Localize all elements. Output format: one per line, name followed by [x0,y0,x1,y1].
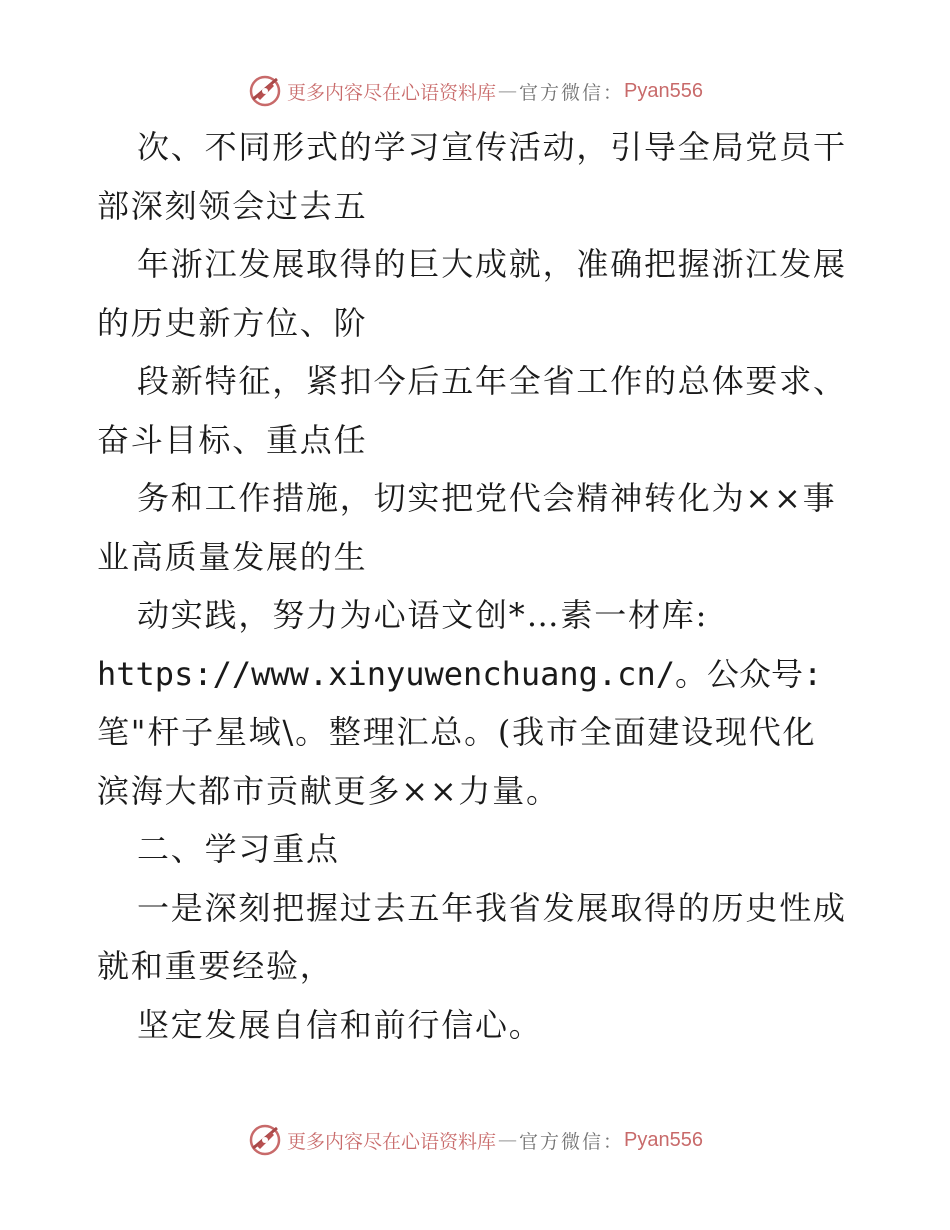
text-line: 段新特征，紧扣今后五年全省工作的总体要求、 [137,362,847,400]
footer-separator: — [498,1129,518,1151]
text-line: 部深刻领会过去五 [97,186,368,225]
text-line: 务和工作措施，切实把党代会精神转化为××事 [137,479,837,517]
footer-wechat-id: Pyan556 [624,1128,703,1151]
header-site-text: 更多内容尽在心语资料库 [287,81,497,104]
text-line: 坚定发展自信和前行信心。 [137,1005,543,1044]
text-line: 次、不同形式的学习宣传活动，引导全局党员干 [137,128,847,166]
text-line: 年浙江发展取得的巨大成就，准确把握浙江发展 [137,245,847,283]
header-watermark [0,71,950,111]
text-line: 一是深刻把握过去五年我省发展取得的历史性成 [137,888,847,927]
text-line: 笔"杆子星域\。整理汇总。(我市全面建设现代化 [97,713,817,751]
text-line: 就和重要经验， [97,947,334,985]
pen-circle-logo-icon [247,1122,283,1158]
footer-site-text: 更多内容尽在心语资料库 [287,1130,497,1153]
pen-circle-logo-icon [247,73,283,109]
document-body [97,118,857,1054]
footer-watermark [0,1120,950,1160]
text-line: 动实践，努力为心语文创*…素一材库: [137,596,709,634]
header-wechat-id: Pyan556 [624,79,703,102]
text-line: 业高质量发展的生 [97,537,368,576]
header-wechat-label: 官方微信： [519,81,625,104]
footer-wechat-label: 官方微信： [519,1130,625,1153]
section-heading: 二、学习重点 [137,830,340,868]
header-separator: — [498,80,518,102]
text-line: 滨海大都市贡献更多××力量。 [97,771,560,810]
text-line: 的历史新方位、阶 [97,303,368,342]
text-line-url: https://www.xinyuwenchuang.cn/。公众号: [97,654,823,693]
text-line: 奋斗目标、重点任 [97,420,368,459]
